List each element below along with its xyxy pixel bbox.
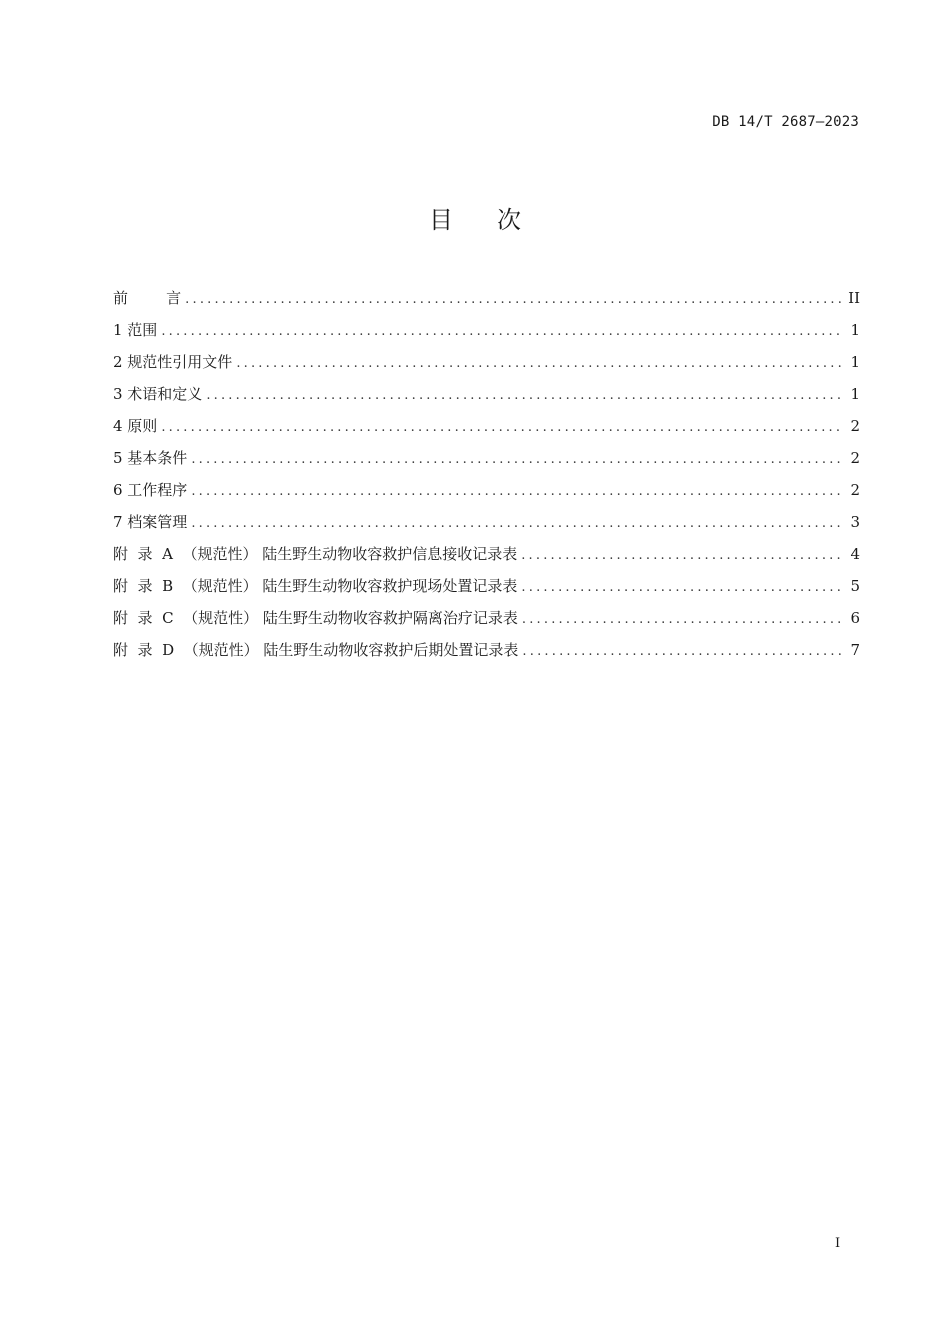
toc-entry-basic-conditions[interactable]: [113, 447, 860, 479]
toc-entry-page: II: [848, 289, 860, 307]
toc-entry-archive-management[interactable]: [113, 511, 860, 543]
toc-entry-label: 6 工作程序: [113, 481, 188, 499]
toc-entry-page: 3: [850, 513, 860, 531]
toc-entry-label: 1 范围: [113, 321, 158, 339]
toc-leader-dots: [522, 644, 844, 659]
page-number: I: [835, 1236, 841, 1251]
toc-entry-label: 前 言: [113, 289, 182, 307]
toc-entry-page: 4: [850, 545, 860, 563]
toc-entry-page: 1: [850, 353, 860, 371]
toc-entry-appendix-b[interactable]: [113, 575, 860, 607]
toc-entry-principles[interactable]: [113, 415, 860, 447]
toc-entry-page: 6: [850, 609, 860, 627]
table-of-contents: [113, 287, 860, 671]
toc-leader-dots: [191, 484, 844, 499]
toc-leader-dots: [521, 580, 844, 595]
toc-leader-dots: [161, 324, 844, 339]
toc-entry-normative-references[interactable]: [113, 351, 860, 383]
toc-leader-dots: [191, 516, 844, 531]
toc-entry-label: 7 档案管理: [113, 513, 188, 531]
toc-entry-label: 4 原则: [113, 417, 158, 435]
toc-entry-label: 附 录 D （规范性） 陆生野生动物收容救护后期处置记录表: [113, 641, 519, 659]
toc-leader-dots: [161, 420, 844, 435]
toc-entry-page: 2: [850, 417, 860, 435]
toc-entry-label: 2 规范性引用文件: [113, 353, 233, 371]
toc-entry-page: 2: [850, 449, 860, 467]
toc-leader-dots: [185, 292, 844, 307]
page-title: 目次: [429, 206, 565, 234]
toc-entry-label: 3 术语和定义: [113, 385, 203, 403]
toc-entry-scope[interactable]: [113, 319, 860, 351]
toc-entry-page: 2: [850, 481, 860, 499]
toc-leader-dots: [206, 388, 844, 403]
toc-entry-label: 附 录 B （规范性） 陆生野生动物收容救护现场处置记录表: [113, 577, 518, 595]
toc-entry-terms-definitions[interactable]: [113, 383, 860, 415]
toc-leader-dots: [191, 452, 844, 467]
toc-leader-dots: [236, 356, 844, 371]
toc-entry-page: 1: [850, 385, 860, 403]
toc-entry-page: 5: [850, 577, 860, 595]
toc-entry-page: 7: [850, 641, 860, 659]
toc-entry-label: 5 基本条件: [113, 449, 188, 467]
toc-entry-appendix-c[interactable]: [113, 607, 860, 639]
toc-entry-label: 附 录 C （规范性） 陆生野生动物收容救护隔离治疗记录表: [113, 609, 518, 627]
toc-leader-dots: [522, 612, 844, 627]
toc-entry-page: 1: [850, 321, 860, 339]
toc-leader-dots: [521, 548, 844, 563]
toc-entry-label: 附 录 A （规范性） 陆生野生动物收容救护信息接收记录表: [113, 545, 518, 563]
toc-entry-work-procedure[interactable]: [113, 479, 860, 511]
document-code: DB 14/T 2687—2023: [712, 114, 859, 130]
toc-entry-appendix-a[interactable]: [113, 543, 860, 575]
toc-entry-foreword[interactable]: [113, 287, 860, 319]
toc-entry-appendix-d[interactable]: [113, 639, 860, 671]
